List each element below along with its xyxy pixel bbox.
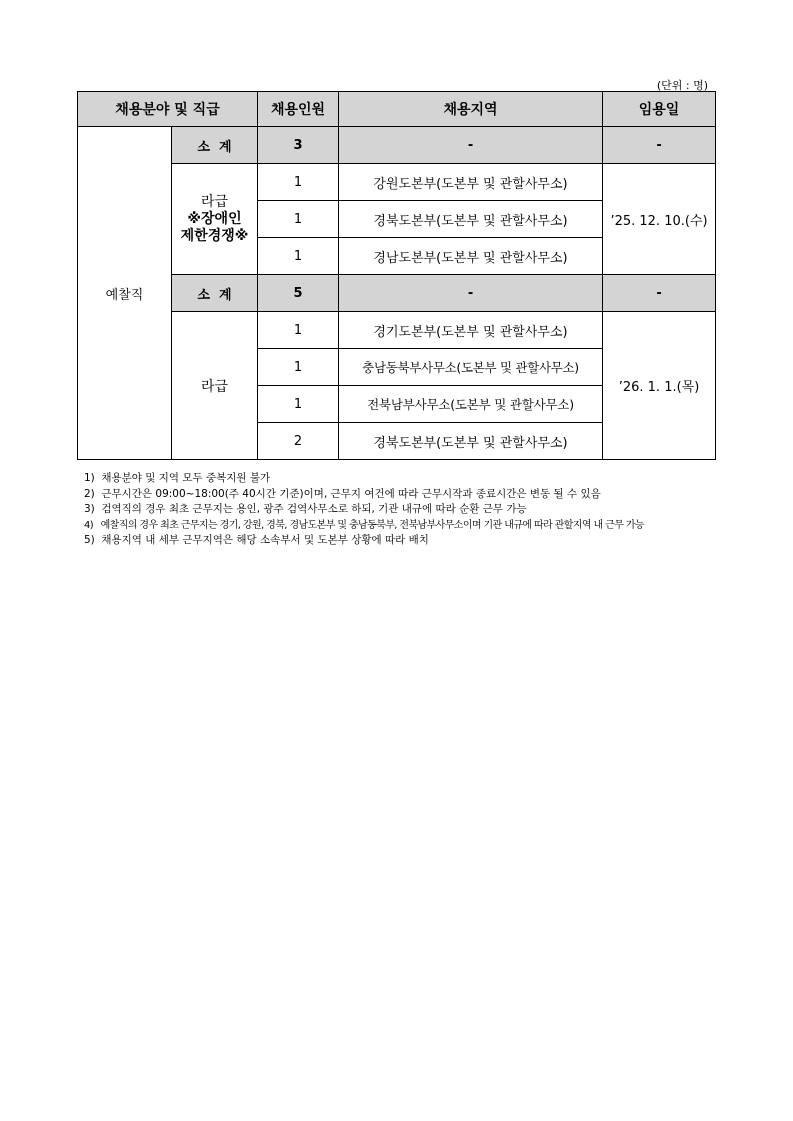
table-header-row (78, 92, 716, 127)
subtotal-count: 3 (258, 127, 339, 164)
footnote-text: 검역직의 경우 최초 근무지는 용인, 광주 검역사무소로 하되, 기관 내규에 따라 순환 근무 가능 (101, 503, 527, 515)
subtotal-label: 소 계 (172, 275, 258, 312)
footnote-text: 채용지역 내 세부 근무지역은 해당 소속부서 및 도본부 상황에 따라 배치 (101, 534, 429, 546)
table-row (78, 312, 716, 349)
region-cell: 충남동북부사무소(도본부 및 관할사무소) (339, 349, 603, 386)
grade-cell (172, 164, 258, 275)
footnote (84, 518, 724, 534)
footnote-number: 3) (84, 503, 95, 515)
header-date: 임용일 (603, 92, 716, 127)
header-region: 채용지역 (339, 92, 603, 127)
header-count: 채용인원 (258, 92, 339, 127)
count-cell: 1 (258, 349, 339, 386)
count-cell: 1 (258, 386, 339, 423)
region-cell: 강원도본부(도본부 및 관할사무소) (339, 164, 603, 201)
date-cell: ’26. 1. 1.(목) (603, 312, 716, 460)
footnotes (84, 471, 724, 549)
footnote-number: 5) (84, 534, 95, 546)
grade-label: 라급 (200, 193, 229, 210)
region-cell: 전북남부사무소(도본부 및 관할사무소) (339, 386, 603, 423)
grade-note-line2: 제한경쟁※ (180, 227, 249, 244)
region-cell: 경남도본부(도본부 및 관할사무소) (339, 238, 603, 275)
unit-label: (단위 : 명) (656, 79, 708, 92)
footnote-number: 1) (84, 472, 95, 484)
recruitment-table (77, 91, 716, 460)
footnote (84, 502, 724, 518)
count-cell: 2 (258, 423, 339, 460)
footnote-text: 근무시간은 09:00~18:00(주 40시간 기준)이며, 근무지 여건에 따라 근무시작과 종료시간은 변동 될 수 있음 (101, 487, 601, 500)
footnote-text: 채용분야 및 지역 모두 중복지원 불가 (101, 472, 271, 484)
footnote (84, 471, 724, 487)
region-cell: 경기도본부(도본부 및 관할사무소) (339, 312, 603, 349)
date-cell: ’25. 12. 10.(수) (603, 164, 716, 275)
subtotal-date: - (603, 275, 716, 312)
footnote (84, 533, 724, 549)
grade-note-line1: ※장애인 (187, 210, 242, 227)
subtotal-region: - (339, 275, 603, 312)
subtotal-count: 5 (258, 275, 339, 312)
footnote-number: 2) (84, 487, 95, 500)
subtotal-row (78, 275, 716, 312)
footnote-text: 예찰직의 경우 최초 근무지는 경기, 강원, 경북, 경남도본부 및 충남동북부, 전북남부사무소이며 기관 내규에 따라 관할지역 내 근무 가능 (100, 519, 644, 531)
count-cell: 1 (258, 238, 339, 275)
footnote-number: 4) (84, 519, 94, 531)
subtotal-label: 소 계 (172, 127, 258, 164)
category-cell: 예찰직 (78, 127, 172, 460)
grade-cell: 라급 (172, 312, 258, 460)
count-cell: 1 (258, 201, 339, 238)
subtotal-region: - (339, 127, 603, 164)
count-cell: 1 (258, 164, 339, 201)
header-field: 채용분야 및 직급 (78, 92, 258, 127)
subtotal-date: - (603, 127, 716, 164)
region-cell: 경북도본부(도본부 및 관할사무소) (339, 423, 603, 460)
subtotal-row (78, 127, 716, 164)
region-cell: 경북도본부(도본부 및 관할사무소) (339, 201, 603, 238)
table-row (78, 164, 716, 201)
count-cell: 1 (258, 312, 339, 349)
footnote (84, 487, 724, 503)
